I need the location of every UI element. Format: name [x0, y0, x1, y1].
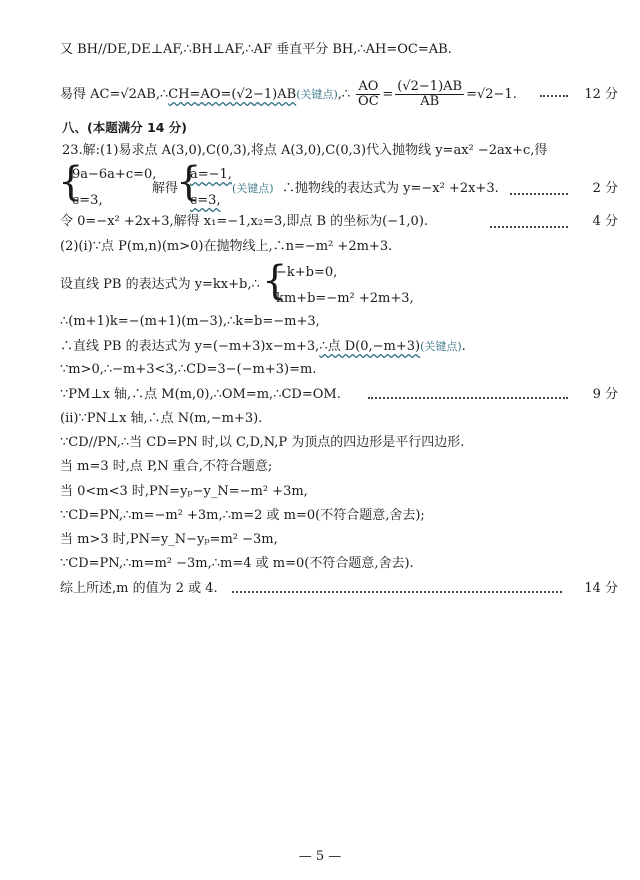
text-line: ∵CD=PN,∴m=m² −3m,∴m=4 或 m=0(不符合题意,舍去). [60, 556, 414, 571]
key-step-underlined: a=−1, [190, 167, 232, 182]
key-point-note: (关键点) [296, 88, 338, 101]
fraction-denominator: OC [358, 94, 379, 109]
score-marker: 4 分 [592, 214, 618, 229]
text-segment: ∴直线 PB 的表达式为 y=(−m+3)x−m+3, [60, 339, 320, 354]
text-line [60, 338, 466, 356]
text-line: ∵CD//PN,∴当 CD=PN 时,以 C,D,N,P 为顶点的四边形是平行四边形. [60, 435, 465, 450]
text-line: ∵m>0,∴−m+3<3,∴CD=3−(−m+3)=m. [60, 362, 317, 377]
text-segment: ,∴ [337, 87, 351, 102]
score-marker: 9 分 [592, 387, 618, 402]
fraction-denominator: AB [420, 94, 440, 109]
score-marker: 12 分 [584, 87, 618, 102]
text-line: 当 0<m<3 时,PN=yₚ−y_N=−m² +3m, [60, 484, 308, 499]
score-marker: 14 分 [584, 581, 618, 596]
text-line: 当 m>3 时,PN=y_N−yₚ=m² −3m, [60, 532, 278, 547]
dot-leader [510, 193, 568, 195]
equation-row: −k+b=0, [276, 265, 338, 280]
key-point-note: (关键点) [232, 182, 274, 195]
text-segment: 解得 [152, 181, 179, 196]
question-line: 23.解:(1)易求点 A(3,0),C(0,3),将点 A(3,0),C(0,3)代入抛物线 y=ax² −2ax+c,得 [62, 143, 548, 158]
brace-left: { [176, 159, 202, 205]
brace-left: { [262, 258, 288, 304]
score-marker: 2 分 [592, 181, 618, 196]
text-line: 令 0=−x² +2x+3,解得 x₁=−1,x₂=3,即点 B 的坐标为(−1,0). [60, 214, 429, 229]
key-step-underlined: c=3, [190, 193, 221, 208]
text-line: 当 m=3 时,点 P,N 重合,不符合题意; [60, 459, 273, 474]
equation-row: c=3, [72, 193, 103, 208]
text-line: (2)(ⅰ)∵点 P(m,n)(m>0)在抛物线上,∴n=−m² +2m+3. [60, 239, 393, 254]
text-line: 又 BH//DE,DE⊥AF,∴BH⊥AF,∴AF 垂直平分 BH,∴AH=OC=AB. [60, 42, 452, 57]
text-line: ∴(m+1)k=−(m+1)(m−3),∴k=b=−m+3, [60, 314, 320, 329]
text-line: ∵CD=PN,∴m=−m² +3m,∴m=2 或 m=0(不符合题意,舍去); [60, 508, 425, 523]
key-step-underlined: CH=AO=(√2−1)AB [168, 87, 297, 102]
text-segment: . [461, 339, 466, 354]
text-segment: = [382, 87, 394, 102]
equation-row: 9a−6a+c=0, [72, 167, 157, 182]
text-line [60, 80, 517, 109]
section-heading: 八、(本题满分 14 分) [62, 120, 188, 135]
fraction [356, 80, 380, 109]
text-line: (ⅱ)∵PN⊥x 轴,∴点 N(m,−m+3). [60, 411, 263, 426]
dot-leader [368, 397, 568, 399]
text-segment: ∴抛物线的表达式为 y=−x² +2x+3. [282, 181, 499, 196]
page-number: — 5 — [298, 849, 342, 864]
key-point-note: (关键点) [420, 340, 462, 353]
dot-leader [232, 591, 562, 593]
dot-leader [490, 226, 568, 228]
equation-row: km+b=−m² +2m+3, [276, 291, 414, 306]
text-line: ∵PM⊥x 轴,∴点 M(m,0),∴OM=m,∴CD=OM. [60, 387, 341, 402]
fraction-numerator: (√2−1)AB [397, 79, 463, 94]
text-segment: =√2−1. [466, 87, 517, 102]
text-line: 综上所述,m 的值为 2 或 4. [60, 581, 218, 596]
brace-left: { [58, 159, 84, 205]
dot-leader [540, 95, 568, 97]
fraction [395, 80, 464, 109]
fraction-numerator: AO [358, 79, 379, 94]
text-line: 设直线 PB 的表达式为 y=kx+b,∴ [60, 277, 260, 292]
text-segment: 易得 AC=√2AB,∴ [60, 87, 169, 102]
key-step-underlined: ∴点 D(0,−m+3) [319, 339, 421, 354]
